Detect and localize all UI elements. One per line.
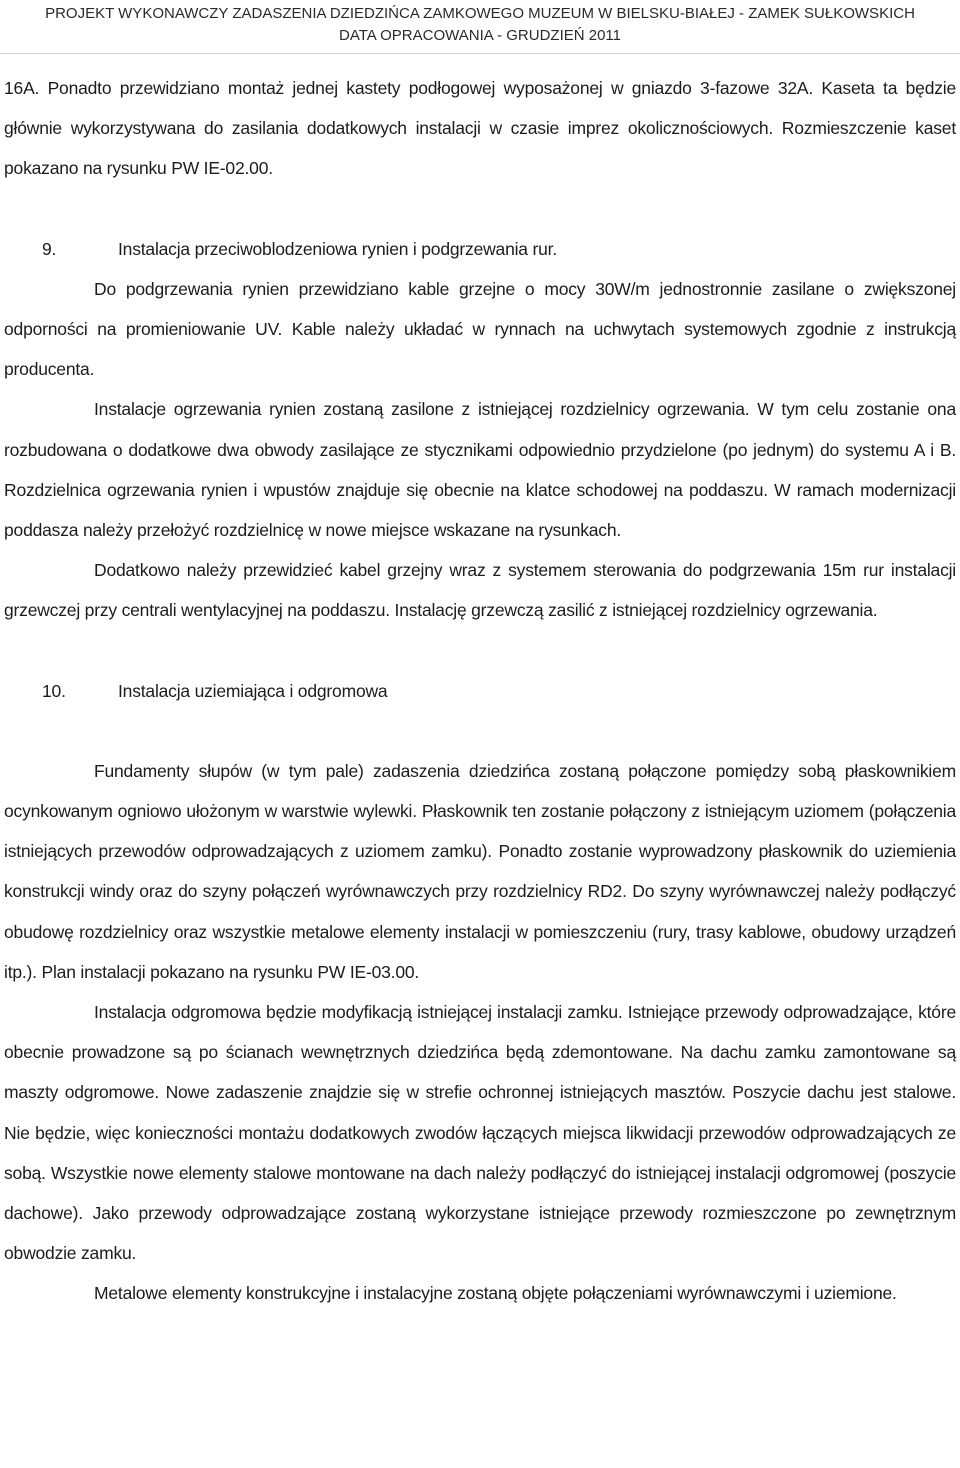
section-9-heading (4, 229, 956, 269)
section-10-heading (4, 671, 956, 711)
document-body (4, 68, 956, 1314)
header-date: DATA OPRACOWANIA - GRUDZIEŃ 2011 (339, 27, 621, 44)
page-header (0, 3, 960, 47)
section-10-number: 10. (42, 680, 66, 701)
section-9-title: Instalacja przeciwoblodzeniowa rynien i podgrzewania rur. (118, 238, 557, 259)
paragraph-10-2: Instalacja odgromowa będzie modyfikacją istniejącej instalacji zamku. Istniejące przewody odprowadzające, które obecnie prowadzone są po ścianach wewnętrznych dziedzińca będą zdemontowane. Na dachu zamku zamontowane są maszty odgromowe. Nowe zadaszenie znajdzie się w strefie ochronnej istniejących masztów. Poszycie dachu jest stalowe. Nie będzie, więc konieczności montażu dodatkowych zwodów łączących miejsca likwidacji przewodów odprowadzających ze sobą. Wszystkie nowe elementy stalowe montowane na dach należy podłączyć do istniejącej instalacji odgromowej (poszycie dachowe). Jako przewody odprowadzające zostaną wykorzystane istniejące przewody rozmieszczone po zewnętrznym obwodzie zamku. (4, 1002, 956, 1264)
paragraph-9-3: Dodatkowo należy przewidzieć kabel grzejny wraz z systemem sterowania do podgrzewania 15m rur instalacji grzewczej przy centrali wentylacyjnej na poddaszu. Instalację grzewczą zasilić z istniejącej rozdzielnicy ogrzewania. (4, 560, 956, 621)
paragraph-10-3: Metalowe elementy konstrukcyjne i instalacyjne zostaną objęte połączeniami wyrównawczymi i uziemione. (94, 1283, 897, 1304)
header-divider (0, 53, 960, 54)
section-9-number: 9. (42, 238, 57, 259)
paragraph-9-1: Do podgrzewania rynien przewidziano kable grzejne o mocy 30W/m jednostronnie zasilane o zwiększonej odporności na promieniowanie UV. Kable należy układać w rynnach na uchwytach systemowych zgodnie z instrukcją producenta. (4, 278, 956, 380)
section-10-title: Instalacja uziemiająca i odgromowa (118, 680, 388, 701)
header-project-title: PROJEKT WYKONAWCZY ZADASZENIA DZIEDZIŃCA ZAMKOWEGO MUZEUM W BIELSKU-BIAŁEJ - ZAMEK SUŁKOWSKICH (45, 5, 915, 22)
paragraph-10-1: Fundamenty słupów (w tym pale) zadaszenia dziedzińca zostaną połączone pomiędzy sobą płaskownikiem ocynkowanym ogniowo ułożonym w warstwie wylewki. Płaskownik ten zostanie połączony z istniejącym uziomem (połączenia istniejących przewodów odprowadzających z uziomem zamku). Ponadto zostanie wyprowadzony płaskownik do uziemienia konstrukcji windy oraz do szyny połączeń wyrównawczych przy rozdzielnicy RD2. Do szyny wyrównawczej należy podłączyć obudowę rozdzielnicy oraz wszystkie metalowe elementy instalacji w pomieszczeniu (rury, trasy kablowe, obudowy urządzeń itp.). Plan instalacji pokazano na rysunku PW IE-03.00. (4, 760, 956, 982)
paragraph-9-2: Instalacje ogrzewania rynien zostaną zasilone z istniejącej rozdzielnicy ogrzewania. W tym celu zostanie ona rozbudowana o dodatkowe dwa obwody zasilające ze stycznikami odpowiednio przydzielone (po jednym) do systemu A i B. Rozdzielnica ogrzewania rynien i wpustów znajduje się obecnie na klatce schodowej na poddaszu. W ramach modernizacji poddasza należy przełożyć rozdzielnicę w nowe miejsce wskazane na rysunkach. (4, 399, 956, 541)
paragraph-intro: 16A. Ponadto przewidziano montaż jednej kastety podłogowej wyposażonej w gniazdo 3-fazowe 32A. Kaseta ta będzie głównie wykorzystywana do zasilania dodatkowych instalacji w czasie imprez okolicznościowych. Rozmieszczenie kaset pokazano na rysunku PW IE-02.00. (4, 78, 956, 179)
